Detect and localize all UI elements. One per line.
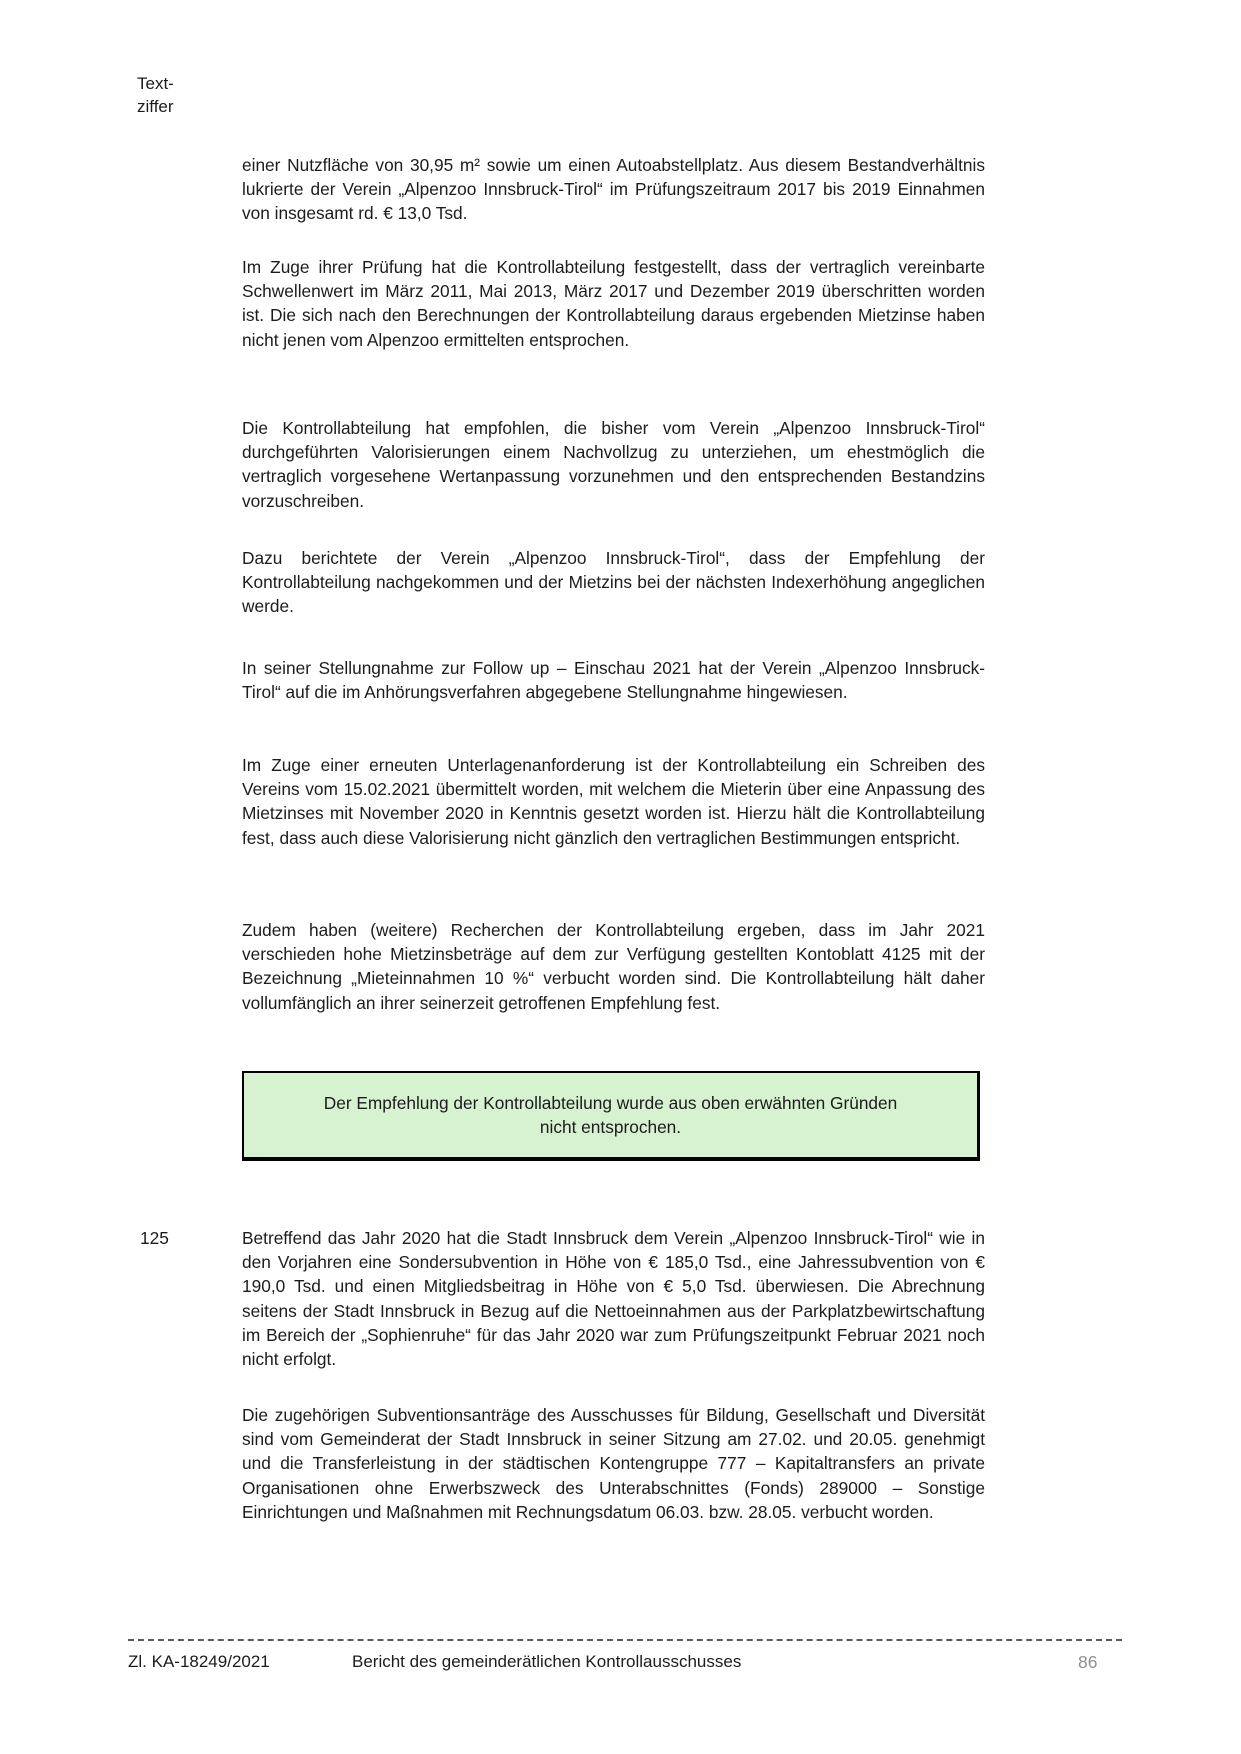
footer-report-title: Bericht des gemeinderätlichen Kontrollausschusses <box>352 1652 742 1671</box>
paragraph-125-subventionsantraege: Die zugehörigen Subventionsanträge des Ausschusses für Bildung, Gesellschaft und Diversität sind vom Gemeinderat der Stadt Innsbruck in seiner Sitzung am 27.02. und 20.05. genehmigt und die Transferleistung in der städtischen Kontengruppe 777 – Kapitaltransfers an private Organisationen ohne Erwerbszweck des Unterabschnittes (Fonds) 289000 – Sonstige Einrichtungen und Maßnahmen mit Rechnungsdatum 06.03. bzw. 28.05. verbucht worden. <box>242 1405 985 1522</box>
margin-column-label <box>137 72 174 118</box>
recommendation-box-line1: Der Empfehlung der Kontrollabteilung wurde aus oben erwähnten Gründen <box>323 1092 898 1113</box>
paragraph-nutzflaeche: einer Nutzfläche von 30,95 m² sowie um einen Autoabstellplatz. Aus diesem Bestandverhältnis lukrierte der Verein „Alpenzoo Innsbruck-Tirol“ im Prüfungszeitraum 2017 bis 2019 Einnahmen von insgesamt rd. € 13,0 Tsd. <box>242 155 985 224</box>
margin-label-line1: Text- <box>137 74 174 93</box>
paragraph-recherchen-kontoblatt: Zudem haben (weitere) Recherchen der Kontrollabteilung ergeben, dass im Jahr 2021 verschieden hohe Mietzinsbeträge auf dem zur Verfügung gestellten Kontoblatt 4125 mit der Bezeichnung „Mieteinnahmen 10 %“ verbucht worden sind. Die Kontrollabteilung hält daher vollumfänglich an ihrer seinerzeit getroffenen Empfehlung fest. <box>242 920 985 1013</box>
footer-reference-number: Zl. KA-18249/2021 <box>128 1652 270 1671</box>
paragraph-empfehlung-valorisierung: Die Kontrollabteilung hat empfohlen, die bisher vom Verein „Alpenzoo Innsbruck-Tirol“ durchgeführten Valorisierungen einem Nachvollzug zu unterziehen, um ehestmöglich die vertraglich vorgesehene Wertanpassung vorzunehmen und den entsprechenden Bestandzins vorzuschreiben. <box>242 418 985 511</box>
paragraph-verein-bericht: Dazu berichtete der Verein „Alpenzoo Innsbruck-Tirol“, dass der Empfehlung der Kontrollabteilung nachgekommen und der Mietzins bei der nächsten Indexerhöhung angeglichen werde. <box>242 548 985 617</box>
footer-dashed-rule <box>128 1639 1122 1641</box>
textziffer-number-125: 125 <box>140 1228 169 1248</box>
paragraph-stellungnahme-followup: In seiner Stellungnahme zur Follow up – Einschau 2021 hat der Verein „Alpenzoo Innsbruck-Tirol“ auf die im Anhörungsverfahren abgegebene Stellungnahme hingewiesen. <box>242 658 985 703</box>
paragraph-125-subventionen: Betreffend das Jahr 2020 hat die Stadt Innsbruck dem Verein „Alpenzoo Innsbruck-Tirol“ wie in den Vorjahren eine Sondersubvention in Höhe von € 185,0 Tsd., eine Jahressubvention von € 190,0 Tsd. und einen Mitgliedsbeitrag in Höhe von € 5,0 Tsd. überwiesen. Die Abrechnung seitens der Stadt Innsbruck in Bezug auf die Nettoeinnahmen aus der Parkplatzbewirtschaftung im Bereich der „Sophienruhe“ für das Jahr 2020 war zum Prüfungszeitpunkt Februar 2021 noch nicht erfolgt. <box>242 1228 985 1370</box>
paragraph-unterlagenanforderung: Im Zuge einer erneuten Unterlagenanforderung ist der Kontrollabteilung ein Schreiben des Vereins vom 15.02.2021 übermittelt worden, mit welchem die Mieterin über eine Anpassung des Mietzinses mit November 2020 in Kenntnis gesetzt worden ist. Hierzu hält die Kontrollabteilung fest, dass auch diese Valorisierung nicht gänzlich den vertraglichen Bestimmungen entspricht. <box>242 755 985 848</box>
recommendation-status-box <box>242 1071 980 1161</box>
footer-page-number: 86 <box>1078 1652 1098 1672</box>
paragraph-pruefung-schwellenwert: Im Zuge ihrer Prüfung hat die Kontrollabteilung festgestellt, dass der vertraglich vereinbarte Schwellenwert im März 2011, Mai 2013, März 2017 und Dezember 2019 überschritten worden ist. Die sich nach den Berechnungen der Kontrollabteilung daraus ergebenden Mietzinse haben nicht jenen vom Alpenzoo ermittelten entsprochen. <box>242 257 985 350</box>
recommendation-box-line2: nicht entsprochen. <box>539 1117 682 1137</box>
margin-label-line2: ziffer <box>137 97 174 116</box>
